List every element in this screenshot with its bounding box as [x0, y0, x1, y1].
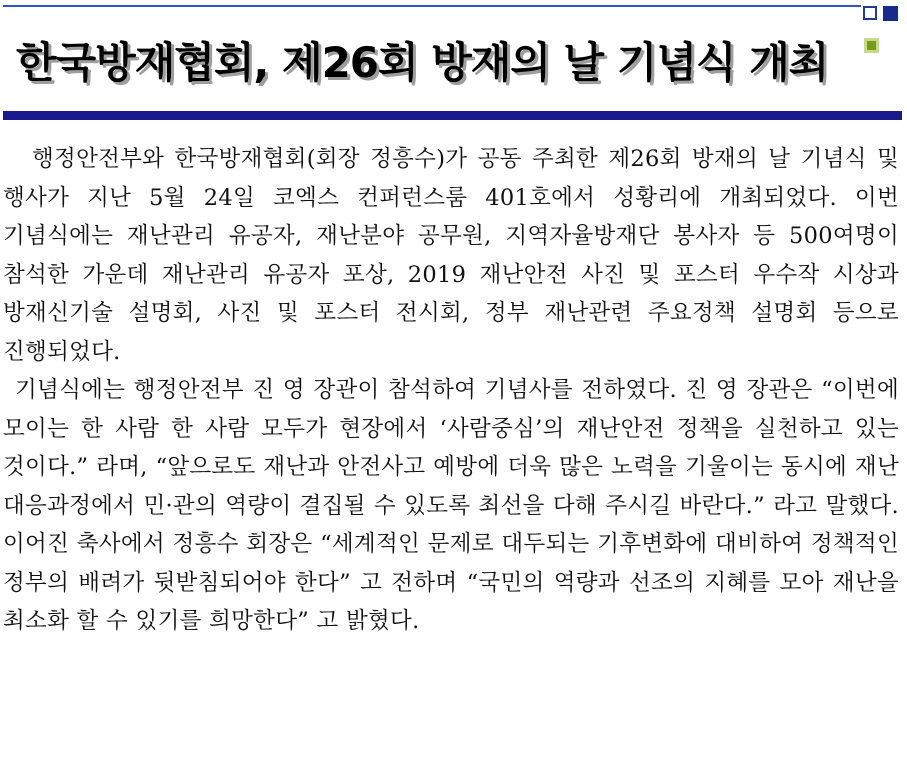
headline-underline-bar	[3, 111, 902, 120]
article-paragraph-1: 행정안전부와 한국방재협회(회장 정흥수)가 공동 주최한 제26회 방재의 날 기념식 및 행사가 지난 5월 24일 코엑스 컨퍼런스룸 401호에서 성황리에 개최되었다. 이번 기념식에는 재난관리 유공자, 재난분야 공무원, 지역자율방재단 봉사자 등 500여명이 참석한 가운데 재난관리 유공자 포상, 2019 재난안전 사진 및 포스터 우수작 시상과 방재신기술 설명회, 사진 및 포스터 전시회, 정부 재난관련 주요정책 설명회 등으로 진행되었다.	[3, 146, 899, 365]
outline-square-decoration	[863, 6, 877, 20]
navy-square-decoration	[883, 6, 898, 21]
article-body	[3, 140, 899, 641]
top-accent-rule	[3, 5, 861, 7]
article-headline: 한국방재협회, 제26회 방재의 날 기념식 개최	[16, 38, 829, 87]
article-paragraph-2: 기념식에는 행정안전부 진 영 장관이 참석하여 기념사를 전하였다. 진 영 장관은 “이번에 모이는 한 사람 한 사람 모두가 현장에서 ‘사람중심’의 재난안전 정책을 실천하고 있는 것이다.” 라며, “앞으로도 재난과 안전사고 예방에 더욱 많은 노력을 기울이는 동시에 재난 대응과정에서 민·관의 역량이 결집될 수 있도록 최선을 다해 주시길 바란다.” 라고 말했다. 이어진 축사에서 정흥수 회장은 “세계적인 문제로 대두되는 기후변화에 대비하여 정책적인 정부의 배려가 뒷받침되어야 한다” 고 전하며 “국민의 역량과 선조의 지혜를 모아 재난을 최소화 할 수 있기를 희망한다” 고 밝혔다.	[3, 377, 899, 634]
green-square-decoration	[864, 38, 879, 53]
